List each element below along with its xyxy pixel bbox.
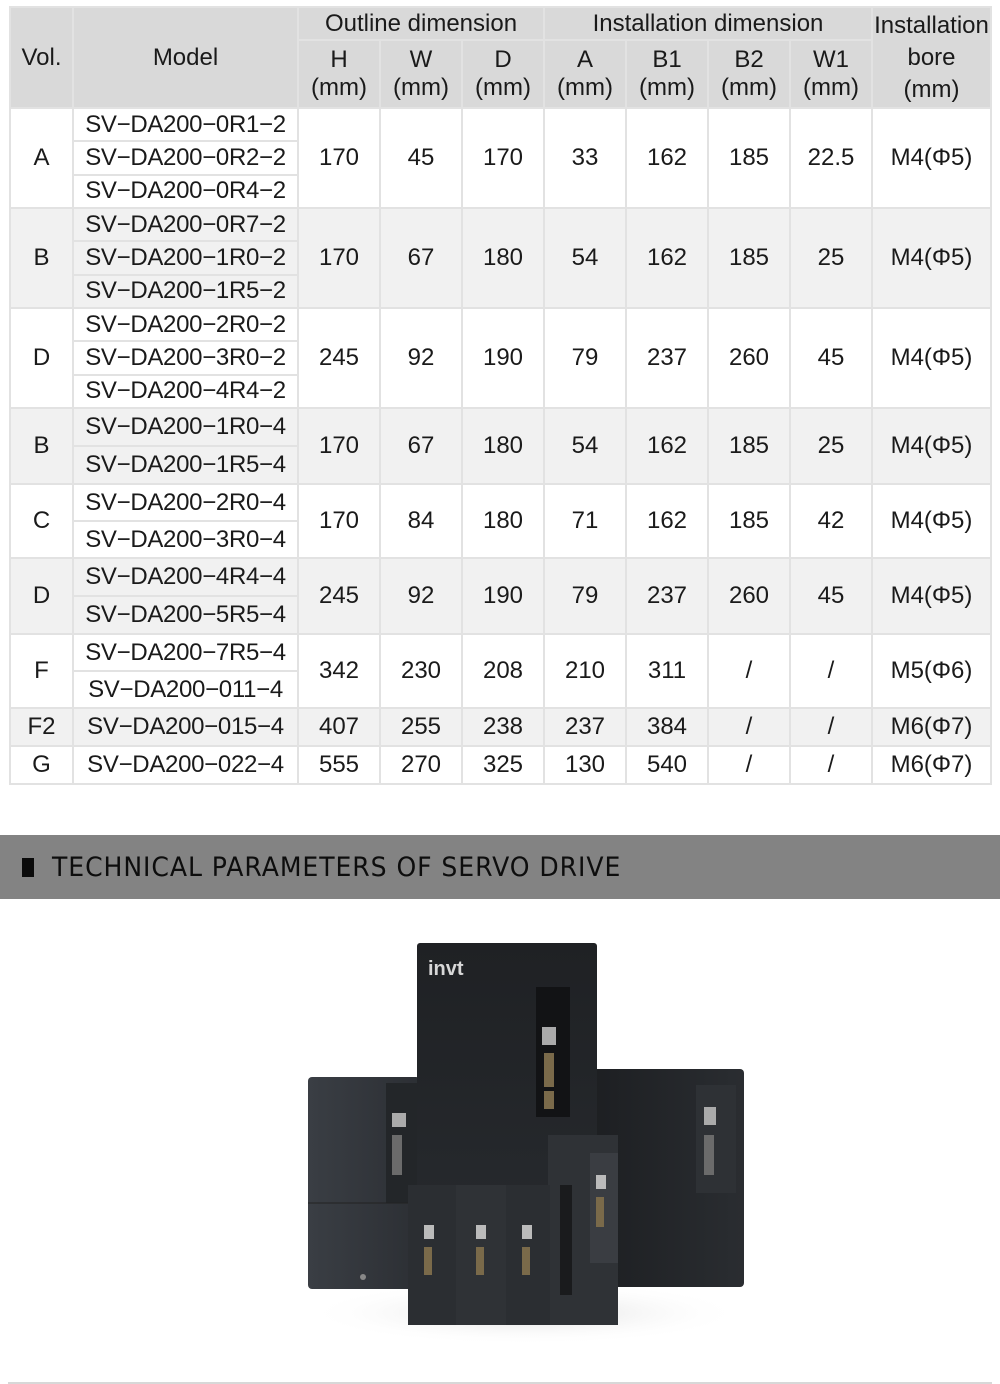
a-cell: 79 (545, 309, 625, 407)
model-list (74, 709, 297, 745)
header-a (545, 41, 625, 107)
header-b1-unit: (mm) (639, 74, 695, 101)
a-cell: 54 (545, 409, 625, 483)
model-list (74, 485, 297, 557)
vol-cell: B (11, 409, 72, 483)
h-cell: 170 (299, 209, 379, 307)
header-model: Model (74, 8, 297, 107)
header-b2 (709, 41, 789, 107)
model-cell (74, 485, 297, 557)
model-cell (74, 747, 297, 783)
h-cell: 170 (299, 109, 379, 207)
a-cell: 71 (545, 485, 625, 557)
d-cell: 180 (463, 485, 543, 557)
d-cell: 170 (463, 109, 543, 207)
h-cell: 245 (299, 559, 379, 633)
model-list (74, 209, 297, 307)
vol-cell: A (11, 109, 72, 207)
header-d-unit: (mm) (475, 74, 531, 101)
w1-cell: / (791, 635, 871, 707)
d-cell: 180 (463, 409, 543, 483)
header-a-label: A (576, 46, 593, 73)
model-name: SV−DA200−1R5−2 (74, 276, 297, 307)
w1-cell: 45 (791, 309, 871, 407)
table-row (11, 635, 990, 707)
table-row (11, 709, 990, 745)
header-bore-unit: (mm) (903, 75, 960, 103)
model-name: SV−DA200−1R5−4 (74, 447, 297, 483)
a-cell: 130 (545, 747, 625, 783)
b2-cell: 260 (709, 309, 789, 407)
b2-cell: 260 (709, 559, 789, 633)
header-w-label: W (409, 46, 433, 73)
square-bullet-icon (22, 858, 34, 877)
b2-cell: 185 (709, 485, 789, 557)
model-cell (74, 309, 297, 407)
b2-cell: / (709, 747, 789, 783)
model-list (74, 309, 297, 407)
h-cell: 407 (299, 709, 379, 745)
bore-cell: M4(Φ5) (873, 409, 990, 483)
b2-cell: 185 (709, 109, 789, 207)
model-cell (74, 409, 297, 483)
bore-cell: M4(Φ5) (873, 309, 990, 407)
h-cell: 170 (299, 409, 379, 483)
model-list (74, 409, 297, 483)
w1-cell: 25 (791, 409, 871, 483)
model-name: SV−DA200−0R1−2 (74, 109, 297, 140)
header-w1-label: W1 (813, 46, 849, 73)
vol-cell: F (11, 635, 72, 707)
b1-cell: 237 (627, 559, 707, 633)
header-b2-unit: (mm) (721, 74, 777, 101)
b1-cell: 162 (627, 209, 707, 307)
model-cell (74, 109, 297, 207)
header-vol: Vol. (11, 8, 72, 107)
table-row (11, 209, 990, 307)
model-list (74, 109, 297, 207)
model-cell (74, 559, 297, 633)
h-cell: 342 (299, 635, 379, 707)
header-h (299, 41, 379, 107)
w-cell: 84 (381, 485, 461, 557)
bore-cell: M6(Φ7) (873, 747, 990, 783)
d-cell: 325 (463, 747, 543, 783)
bore-cell: M4(Φ5) (873, 109, 990, 207)
section-banner (0, 835, 1000, 899)
model-list (74, 559, 297, 633)
vol-cell: C (11, 485, 72, 557)
model-cell (74, 209, 297, 307)
model-name: SV−DA200−4R4−4 (74, 559, 297, 595)
header-d-label: D (494, 46, 512, 73)
model-name: SV−DA200−4R4−2 (74, 376, 297, 407)
w1-cell: / (791, 747, 871, 783)
servo-drive-product-illustration (300, 935, 750, 1345)
w1-cell: 25 (791, 209, 871, 307)
model-name: SV−DA200−015−4 (74, 709, 297, 745)
header-h-label: H (330, 46, 348, 73)
a-cell: 54 (545, 209, 625, 307)
model-name: SV−DA200−2R0−2 (74, 309, 297, 340)
model-name: SV−DA200−011−4 (74, 672, 297, 707)
header-outline-dimension: Outline dimension (299, 8, 543, 39)
invt-logo: invt (428, 958, 464, 980)
w-cell: 67 (381, 409, 461, 483)
h-cell: 170 (299, 485, 379, 557)
model-list (74, 747, 297, 783)
w-cell: 92 (381, 559, 461, 633)
d-cell: 190 (463, 309, 543, 407)
bore-cell: M5(Φ6) (873, 635, 990, 707)
table-row (11, 559, 990, 633)
b1-cell: 384 (627, 709, 707, 745)
w-cell: 45 (381, 109, 461, 207)
header-bore-line1: Installation (874, 11, 989, 39)
w1-cell: 42 (791, 485, 871, 557)
bore-cell: M4(Φ5) (873, 485, 990, 557)
d-cell: 238 (463, 709, 543, 745)
vol-cell: B (11, 209, 72, 307)
header-w1 (791, 41, 871, 107)
w1-cell: / (791, 709, 871, 745)
vol-cell: D (11, 559, 72, 633)
b2-cell: / (709, 709, 789, 745)
header-d (463, 41, 543, 107)
a-cell: 33 (545, 109, 625, 207)
header-installation-dimension: Installation dimension (545, 8, 871, 39)
model-name: SV−DA200−1R0−2 (74, 242, 297, 273)
model-list (74, 635, 297, 707)
bore-cell: M4(Φ5) (873, 559, 990, 633)
model-name: SV−DA200−2R0−4 (74, 485, 297, 520)
b1-cell: 311 (627, 635, 707, 707)
header-bore-line2: bore (907, 43, 956, 71)
header-w-unit: (mm) (393, 74, 449, 101)
bore-cell: M6(Φ7) (873, 709, 990, 745)
model-name: SV−DA200−3R0−2 (74, 342, 297, 373)
model-name: SV−DA200−1R0−4 (74, 409, 297, 445)
w1-cell: 22.5 (791, 109, 871, 207)
w1-cell: 45 (791, 559, 871, 633)
h-cell: 245 (299, 309, 379, 407)
b2-cell: 185 (709, 409, 789, 483)
w-cell: 230 (381, 635, 461, 707)
model-name: SV−DA200−022−4 (74, 747, 297, 783)
b1-cell: 540 (627, 747, 707, 783)
dimension-table (9, 6, 992, 785)
header-a-unit: (mm) (557, 74, 613, 101)
table-row (11, 309, 990, 407)
vol-cell: D (11, 309, 72, 407)
w-cell: 67 (381, 209, 461, 307)
header-w (381, 41, 461, 107)
model-name: SV−DA200−7R5−4 (74, 635, 297, 670)
d-cell: 190 (463, 559, 543, 633)
header-installation-bore (873, 8, 990, 107)
b1-cell: 237 (627, 309, 707, 407)
b1-cell: 162 (627, 409, 707, 483)
product-photo (300, 935, 750, 1345)
b2-cell: 185 (709, 209, 789, 307)
a-cell: 79 (545, 559, 625, 633)
b1-cell: 162 (627, 109, 707, 207)
header-h-unit: (mm) (311, 74, 367, 101)
vol-cell: G (11, 747, 72, 783)
model-name: SV−DA200−0R2−2 (74, 142, 297, 173)
b1-cell: 162 (627, 485, 707, 557)
d-cell: 208 (463, 635, 543, 707)
table-row (11, 485, 990, 557)
model-cell (74, 635, 297, 707)
a-cell: 237 (545, 709, 625, 745)
dimension-table-body (11, 109, 990, 783)
model-cell (74, 709, 297, 745)
model-name: SV−DA200−5R5−4 (74, 597, 297, 633)
model-name: SV−DA200−3R0−4 (74, 522, 297, 557)
model-name: SV−DA200−0R4−2 (74, 176, 297, 207)
a-cell: 210 (545, 635, 625, 707)
dimension-table-container (9, 6, 990, 785)
header-b2-label: B2 (734, 46, 764, 73)
table-row (11, 409, 990, 483)
header-b1 (627, 41, 707, 107)
h-cell: 555 (299, 747, 379, 783)
bore-cell: M4(Φ5) (873, 209, 990, 307)
d-cell: 180 (463, 209, 543, 307)
w-cell: 92 (381, 309, 461, 407)
w-cell: 255 (381, 709, 461, 745)
table-row (11, 109, 990, 207)
b2-cell: / (709, 635, 789, 707)
model-name: SV−DA200−0R7−2 (74, 209, 297, 240)
header-b1-label: B1 (652, 46, 682, 73)
vol-cell: F2 (11, 709, 72, 745)
table-row (11, 747, 990, 783)
w-cell: 270 (381, 747, 461, 783)
header-w1-unit: (mm) (803, 74, 859, 101)
section-title: TECHNICAL PARAMETERS OF SERVO DRIVE (52, 851, 622, 883)
